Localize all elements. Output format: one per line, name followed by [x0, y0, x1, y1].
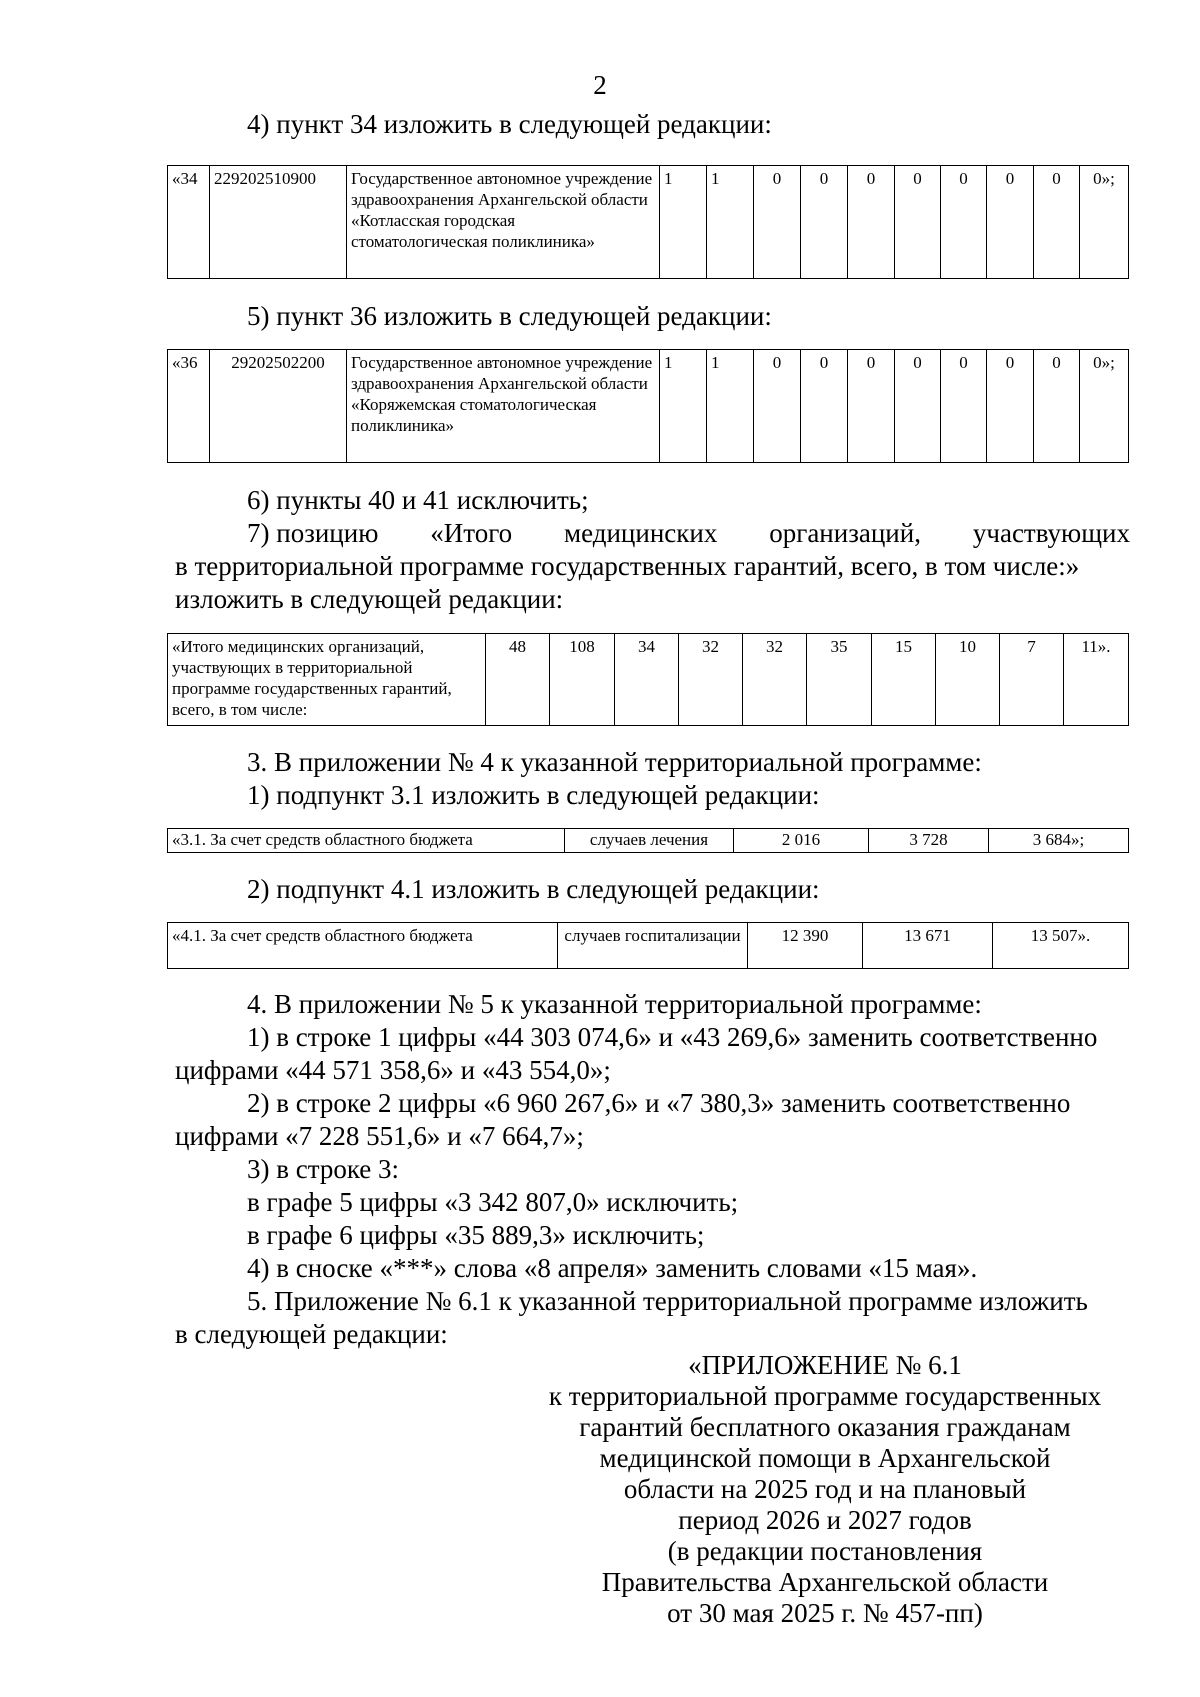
section4-heading: 4. В приложении № 5 к указанной территориальной программе: [247, 989, 982, 1019]
section4-s3: 3) в строке 3: [247, 1154, 400, 1184]
annex-line: «ПРИЛОЖЕНИЕ № 6.1 [688, 1350, 962, 1380]
row41-unit: случаев госпитализации [558, 923, 748, 969]
item7-line2: в территориальной программе государственных гарантий, всего, в том числе:» [175, 551, 1080, 581]
value-cell: 13 507». [993, 923, 1129, 969]
value-cell: 0 [801, 350, 848, 463]
section3-sub1: 1) подпункт 3.1 изложить в следующей редакции: [247, 780, 820, 810]
org-name: Государственное автономное учреждение здравоохранения Архангельской области «Коряжемская стоматологическая поликлиника» [347, 350, 660, 463]
value-cell: 32 [743, 634, 807, 726]
value-cell: 32 [679, 634, 743, 726]
value-cell: 0»; [1080, 166, 1129, 279]
word: «Итого [430, 518, 513, 548]
value-cell: 0 [987, 166, 1034, 279]
value-cell: 0 [941, 350, 987, 463]
value-cell: 48 [486, 634, 550, 726]
value-cell: 0 [895, 350, 941, 463]
value-cell: 15 [872, 634, 936, 726]
section4-s3b: в графе 6 цифры «35 889,3» исключить; [247, 1220, 705, 1250]
org-code: 229202510900 [210, 166, 347, 279]
annex-header [520, 1350, 1130, 1629]
annex-line: области на 2025 год и на плановый [623, 1474, 1027, 1504]
value-cell: 0 [801, 166, 848, 279]
org-name: Государственное автономное учреждение здравоохранения Архангельской области «Котласская городская стоматологическая поликлиника» [347, 166, 660, 279]
value-cell: 0 [1034, 350, 1080, 463]
word: участвующих [972, 518, 1130, 548]
word: организаций, [769, 518, 921, 548]
section4-s2-line1: 2) в строке 2 цифры «6 960 267,6» и «7 380,3» заменить соответственно [247, 1088, 1071, 1118]
value-cell: 1 [707, 166, 754, 279]
section3-heading: 3. В приложении № 4 к указанной территориальной программе: [247, 747, 982, 777]
annex-line: к территориальной программе государственных [548, 1381, 1102, 1411]
value-cell: 7 [1000, 634, 1064, 726]
annex-line: медицинской помощи в Архангельской [599, 1443, 1051, 1473]
section4-s2-line2: цифрами «7 228 551,6» и «7 664,7»; [175, 1121, 584, 1151]
row31-unit: случаев лечения [565, 829, 734, 853]
section4-s3a: в графе 5 цифры «3 342 807,0» исключить; [247, 1187, 739, 1217]
item6: 6) пункты 40 и 41 исключить; [247, 485, 589, 515]
value-cell: 3 684»; [989, 829, 1129, 853]
value-cell: 0 [1034, 166, 1080, 279]
value-cell: 0 [895, 166, 941, 279]
value-cell: 1 [660, 350, 707, 463]
item7-line3: изложить в следующей редакции: [175, 584, 564, 614]
word: медицинских [564, 518, 718, 548]
section4-s4: 4) в сноске «***» слова «8 апреля» заменить словами «15 мая». [247, 1253, 978, 1283]
value-cell: 0 [848, 350, 895, 463]
value-cell: 0»; [1080, 350, 1129, 463]
section4-s1-line1: 1) в строке 1 цифры «44 303 074,6» и «43 269,6» заменить соответственно [247, 1022, 1098, 1052]
value-cell: 11». [1064, 634, 1129, 726]
section5-line2: в следующей редакции: [175, 1319, 448, 1349]
total-label: «Итого медицинских организаций, участвующих в территориальной программе государственных гарантий, всего, в том числе: [168, 634, 486, 726]
annex-line: период 2026 и 2027 годов [678, 1505, 972, 1535]
org-code: 29202502200 [210, 350, 347, 463]
table-total [167, 633, 1129, 726]
table-row-4-1 [167, 922, 1129, 969]
table-row-3-1 [167, 828, 1129, 853]
value-cell: 1 [707, 350, 754, 463]
annex-line: (в редакции постановления [667, 1536, 983, 1566]
section5-line1: 5. Приложение № 6.1 к указанной территориальной программе изложить [247, 1286, 1088, 1316]
section3-sub2: 2) подпункт 4.1 изложить в следующей редакции: [247, 874, 820, 904]
row41-label: «4.1. За счет средств областного бюджета [168, 923, 558, 969]
table-item-34 [167, 165, 1129, 279]
value-cell: 0 [754, 350, 801, 463]
section4-s1-line2: цифрами «44 571 358,6» и «43 554,0»; [175, 1055, 611, 1085]
word: 7) позицию [247, 518, 379, 548]
value-cell: 34 [615, 634, 679, 726]
value-cell: 2 016 [734, 829, 869, 853]
value-cell: 35 [807, 634, 872, 726]
value-cell: 12 390 [748, 923, 863, 969]
value-cell: 10 [936, 634, 1000, 726]
value-cell: 3 728 [869, 829, 989, 853]
row31-label: «3.1. За счет средств областного бюджета [168, 829, 565, 853]
annex-line: от 30 мая 2025 г. № 457-пп) [667, 1598, 983, 1628]
annex-line: Правительства Архангельской области [601, 1567, 1049, 1597]
annex-line: гарантий бесплатного оказания гражданам [579, 1412, 1071, 1442]
value-cell: 1 [660, 166, 707, 279]
item4-heading: 4) пункт 34 изложить в следующей редакции: [247, 109, 772, 139]
value-cell: 0 [848, 166, 895, 279]
item7-line1 [247, 517, 1130, 549]
item5-heading: 5) пункт 36 изложить в следующей редакции: [247, 301, 772, 331]
row-number: «34 [168, 166, 210, 279]
table-item-36 [167, 349, 1129, 463]
value-cell: 108 [550, 634, 615, 726]
page-number: 2 [593, 70, 607, 100]
value-cell: 0 [754, 166, 801, 279]
row-number: «36 [168, 350, 210, 463]
value-cell: 0 [987, 350, 1034, 463]
value-cell: 13 671 [863, 923, 993, 969]
value-cell: 0 [941, 166, 987, 279]
